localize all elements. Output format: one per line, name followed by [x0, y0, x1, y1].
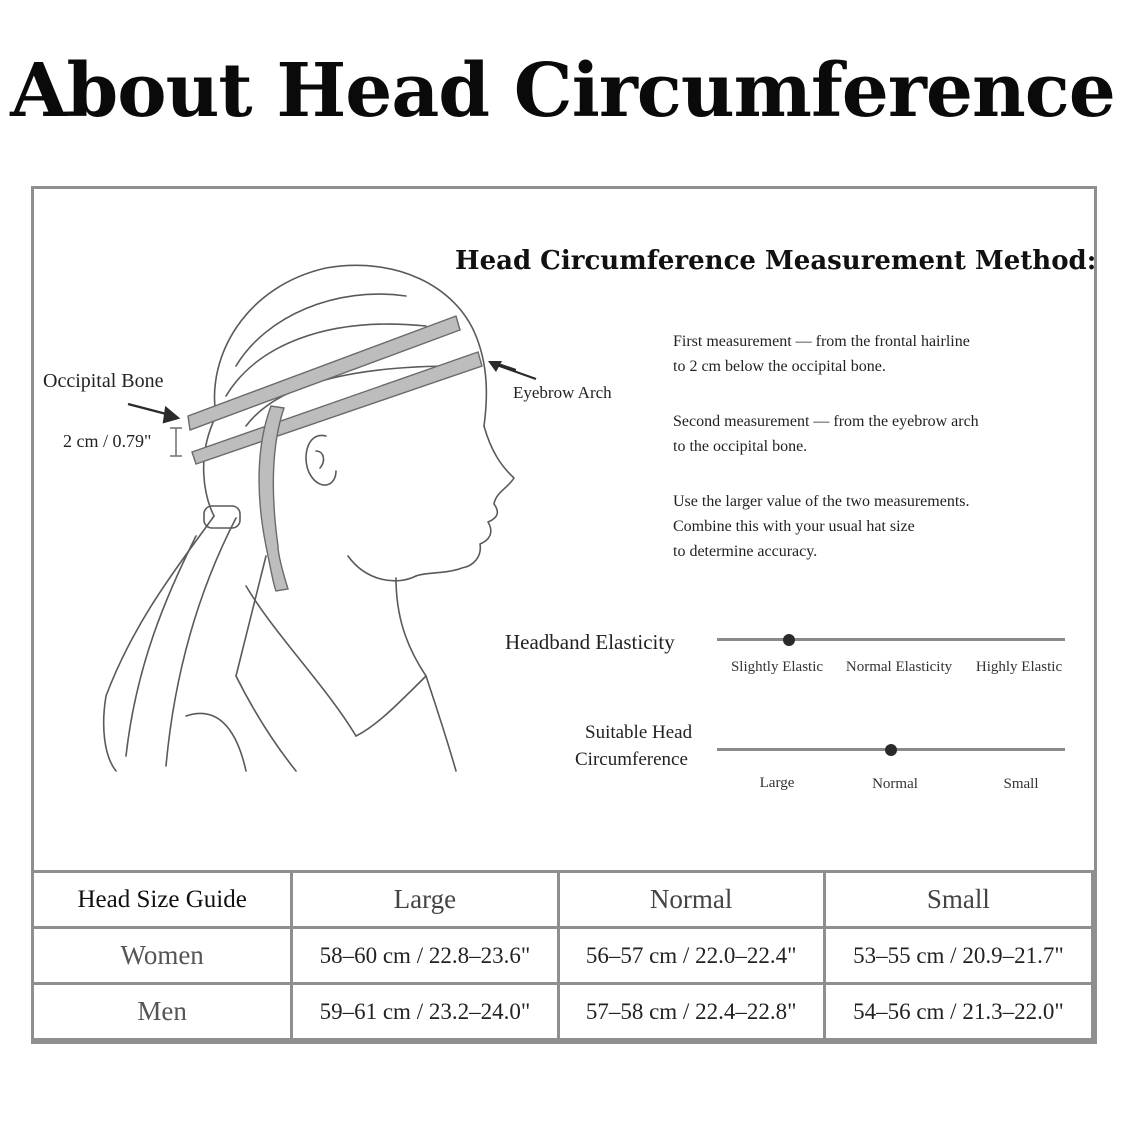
- table-cell: 59–61 cm / 23.2–24.0": [292, 984, 558, 1040]
- table-header-row: [33, 872, 1093, 928]
- suitable-option: Small: [1003, 776, 1039, 792]
- instruction-line: Use the larger value of the two measurements.: [673, 493, 970, 510]
- instruction-line: First measurement — from the frontal hairline: [673, 333, 970, 350]
- suitable-option: Large: [759, 775, 795, 791]
- suitable-label-line2: Circumference: [575, 749, 688, 770]
- table-row: [33, 928, 1093, 984]
- table-cell: 53–55 cm / 20.9–21.7": [824, 928, 1092, 984]
- elasticity-option: Slightly Elastic: [730, 659, 824, 675]
- occipital-bone-label: Occipital Bone: [43, 370, 164, 392]
- column-header-large: Large: [292, 872, 558, 928]
- eyebrow-arrow-icon: [480, 355, 540, 385]
- instruction-line: to the occipital bone.: [673, 438, 808, 455]
- elasticity-option: Normal Elasticity: [845, 659, 953, 675]
- suitable-label-line1: Suitable Head: [585, 722, 693, 743]
- instruction-line: to determine accuracy.: [673, 543, 818, 560]
- instruction-second: [673, 409, 1083, 459]
- table-cell: 57–58 cm / 22.4–22.8": [558, 984, 824, 1040]
- column-header-normal: Normal: [558, 872, 824, 928]
- eyebrow-arch-label: Eyebrow Arch: [513, 383, 612, 402]
- suitable-option: Normal: [872, 776, 918, 792]
- elasticity-label: Headband Elasticity: [505, 630, 675, 654]
- page-title: About Head Circumference: [10, 48, 1115, 134]
- instruction-line: Second measurement — from the eyebrow arch: [673, 413, 979, 430]
- head-measurement-illustration: [96, 256, 516, 776]
- method-heading: Head Circumference Measurement Method:: [455, 246, 1097, 276]
- column-header-small: Small: [824, 872, 1092, 928]
- table-cell: 58–60 cm / 22.8–23.6": [292, 928, 558, 984]
- instruction-line: to 2 cm below the occipital bone.: [673, 358, 886, 375]
- elasticity-indicator: [783, 634, 795, 646]
- instruction-line: Combine this with your usual hat size: [673, 518, 915, 535]
- elasticity-option: Highly Elastic: [975, 659, 1063, 675]
- offset-label: 2 cm / 0.79": [63, 431, 152, 451]
- instruction-first: [673, 329, 1083, 379]
- elasticity-scale-line: [717, 638, 1065, 641]
- row-label-women: Women: [33, 928, 292, 984]
- table-corner-cell: Head Size Guide: [33, 872, 292, 928]
- table-row: [33, 984, 1093, 1040]
- table-cell: 54–56 cm / 21.3–22.0": [824, 984, 1092, 1040]
- suitable-indicator: [885, 744, 897, 756]
- row-label-men: Men: [33, 984, 292, 1040]
- table-cell: 56–57 cm / 22.0–22.4": [558, 928, 824, 984]
- instruction-third: [673, 489, 1083, 564]
- head-size-table: [31, 870, 1094, 1041]
